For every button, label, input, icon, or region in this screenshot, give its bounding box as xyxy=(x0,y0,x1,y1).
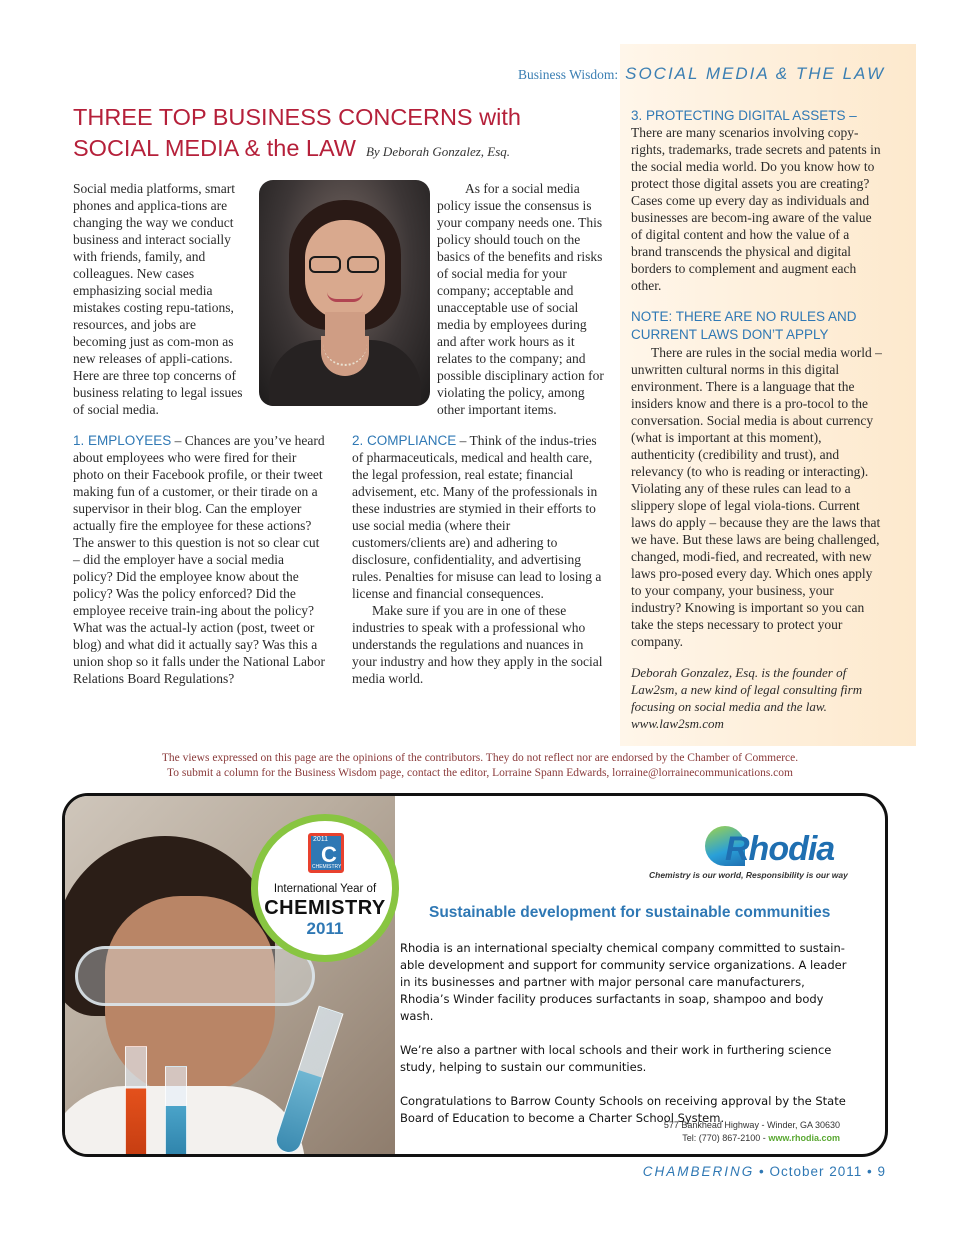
sidebar-column xyxy=(631,107,883,732)
chemistry-cube-icon: 2011 C CHEMISTRY xyxy=(308,833,344,873)
badge-line-3: 2011 xyxy=(306,919,344,938)
author-photo xyxy=(259,180,430,406)
intro-right-text: As for a social media policy issue the consensus is your company needs one. This policy should touch on the basics of the benefits and risks of social media for your company; acceptable and unacceptable use of social media by employees during and after work hours as it relates to the company; and possible disciplinary action for violating the policy, among other important items. xyxy=(437,181,604,417)
title-line-1: THREE TOP BUSINESS CONCERNS with xyxy=(73,104,521,130)
ad-headline: Sustainable development for sustainable communities xyxy=(429,904,831,921)
badge-line-1: International Year of xyxy=(273,883,377,895)
byline: By Deborah Gonzalez, Esq. xyxy=(365,144,511,159)
section1-text: – Chances are you’ve heard about employees who were fired for their photo on their Facebook profile, or their tweet making fun of a customer, or their tirade on a supervisor in their blog. Can the employer actually fire the employee for these actions? The answer to this question is not so clear cut – did the employer have a social media policy? Did the employee know about the policy? Was the policy enforced? Did the employee receive train-ing about the policy? What was the actual-ly action (post, tweet or blog) and what did it actually say? Was this a union shop so it falls under the National Labor Relations Board Regulations? xyxy=(73,433,325,686)
author-bio: Deborah Gonzalez, Esq. is the founder of Law2sm, a new kind of legal consulting firm focusing on social media and the law. www.law2sm.com xyxy=(631,665,863,731)
disclaimer xyxy=(0,751,960,781)
header-section: Business Wisdom: xyxy=(518,67,619,82)
section2-text: – Think of the indus-tries of pharmaceuticals, medical and health care, the legal profession, real estate; financial advisement, etc. Many of the professionals in these industries are stymied in their efforts to use social media (where their customers/clients are) and adhering to disclosure, confidentiality, and advertising rules. Penalties for misuse can lead to losing a license and financial consequences. xyxy=(352,433,602,601)
section2-heading: 2. COMPLIANCE xyxy=(352,433,457,448)
rhodia-wordmark: Rhodia xyxy=(725,830,835,868)
section-employees xyxy=(73,432,325,687)
rhodia-advertisement xyxy=(62,793,888,1157)
section1-heading: 1. EMPLOYEES xyxy=(73,433,172,448)
section3-dash: – xyxy=(845,108,857,123)
page-header xyxy=(518,64,885,84)
title-line-2: SOCIAL MEDIA & the LAW xyxy=(73,135,356,161)
section-compliance xyxy=(352,432,606,687)
ad-address: 577 Bankhead Highway - Winder, GA 30630 xyxy=(663,1120,840,1130)
ad-url[interactable]: www.rhodia.com xyxy=(768,1133,840,1143)
header-topic: SOCIAL MEDIA & THE LAW xyxy=(625,64,886,83)
disclaimer-line-2: To submit a column for the Business Wisdom page, contact the editor, Lorraine Spann Edwards, lorraine@lorrainecommunications.com xyxy=(167,767,793,779)
magazine-name: CHAMBERING xyxy=(642,1164,755,1179)
rhodia-tagline: Chemistry is our world, Responsibility is our way xyxy=(649,870,848,880)
intro-right xyxy=(437,180,609,418)
ad-paragraph-3: Congratulations to Barrow County Schools on receiving approval by the State Board of Education to become a Charter School System. xyxy=(400,1094,846,1125)
footer-date-page: • October 2011 • 9 xyxy=(754,1164,886,1179)
section2-text-2: Make sure if you are in one of these industries to speak with a professional who understands the regulations and nuances in your industry and how they apply in the social media world. xyxy=(352,603,603,686)
ad-phone: Tel: (770) 867-2100 - xyxy=(682,1133,769,1143)
intro-left-text: Social media platforms, smart phones and applica-tions are changing the way we conduct business and interact socially with friends, family, and colleagues. New cases emphasizing social media mistakes costing repu-tations, resources, and jobs are becoming just as com-mon as new releases of appli-cations. Here are three top concerns of business relating to legal issues of social media. xyxy=(73,181,243,417)
disclaimer-line-1: The views expressed on this page are the opinions of the contributors. They do not reflect nor are endorsed by the Chamber of Commerce. xyxy=(161,752,799,764)
rhodia-logo xyxy=(705,826,845,876)
ad-paragraph-2: We’re also a partner with local schools and their work in furthering science study, helping to sustain our communities. xyxy=(400,1043,832,1074)
article-title xyxy=(73,102,613,167)
note-text: There are rules in the social media world – unwritten cultural norms in this digital environment. There is a language that the insiders know and there is a pro-tocol to the conversation. Social media is about currency (what is important at this moment), authenticity (credibility and trust), and relevancy (to who is reading or interacting). Violating any of these rules can lead to a slippery slope of legal viola-tions. Current laws do apply – because they are the laws that we have. But these laws are being challenged, changed, modi-fied, and recreated, with new laws pro-posed every day. Which ones apply to your company, your business, your industry? Knowing is important so you can take the steps necessary to protect your company. xyxy=(631,345,882,649)
section3-heading: 3. PROTECTING DIGITAL ASSETS xyxy=(631,108,846,123)
badge-line-2: CHEMISTRY xyxy=(264,897,386,919)
ad-paragraph-1: Rhodia is an international specialty chemical company committed to sustain-able development and support for community service organizations. A leader in its businesses and partner with major personal care manufacturers, Rhodia’s Winder facility produces surfactants in soap, shampoo and body wash. xyxy=(400,941,847,1023)
intro-left xyxy=(73,180,251,418)
note-heading: NOTE: THERE ARE NO RULES AND CURRENT LAWS DON’T APPLY xyxy=(631,309,857,342)
ad-contact xyxy=(545,1119,840,1145)
chemistry-year-badge xyxy=(251,814,399,962)
ad-body xyxy=(400,940,850,1144)
section3-text: There are many scenarios involving copy-rights, trademarks, trade secrets and patents in the social media world. Do you know how to protect those digital assets you are creating? Cases come up every day as individuals and businesses are becom-ing aware of the value of digital content and how the value of a brand transcends the physical and digital borders to complement and augment each other. xyxy=(631,125,881,293)
page-footer xyxy=(560,1164,886,1179)
